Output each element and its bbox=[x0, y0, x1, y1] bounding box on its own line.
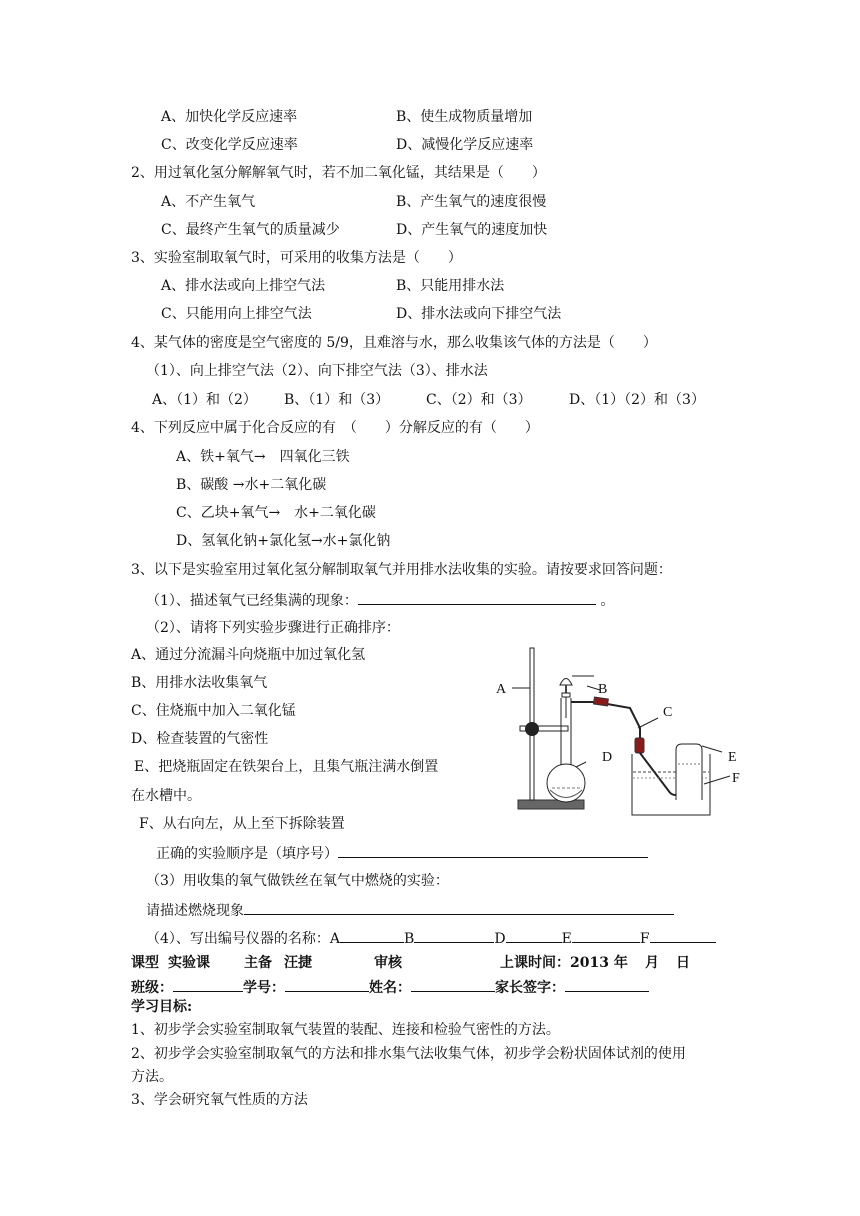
goal-1: 1、初步学会实验室制取氧气装置的装配、连接和检验气密性的方法。 bbox=[131, 1022, 560, 1038]
reaction-d: D、氢氧化钠+氯化氢→水+氯化钠 bbox=[176, 533, 391, 549]
part-2-prompt: （2）、请将下列实验步骤进行正确排序： bbox=[146, 620, 400, 636]
name-field[interactable] bbox=[411, 977, 495, 992]
part-1-prompt: （1）、描述氧气已经集满的现象： bbox=[146, 593, 358, 609]
order-line bbox=[156, 843, 648, 863]
reaction-a: A、铁+氧气→ 四氧化三铁 bbox=[176, 449, 350, 465]
diagram-label-e: E bbox=[728, 750, 737, 765]
day-label: 日 bbox=[676, 955, 690, 971]
part-3-prompt: （3）用收集的氧气做铁丝在氧气中燃烧的实验： bbox=[146, 873, 449, 889]
instrument-b-blank[interactable] bbox=[414, 928, 494, 943]
order-answer-blank[interactable] bbox=[338, 843, 648, 858]
option-c: C、改变化学反应速率 bbox=[161, 137, 298, 153]
option-a: A、不产生氧气 bbox=[161, 194, 256, 210]
option-a: A、排水法或向上排空气法 bbox=[161, 278, 326, 294]
question-3-stem: 3、实验室制取氧气时，可采用的收集方法是（ ） bbox=[131, 250, 462, 266]
question-4b-stem: 4、下列反应中属于化合反应的有 （ ）分解反应的有（ ） bbox=[131, 420, 539, 436]
option-d: D、排水法或向下排空气法 bbox=[396, 306, 562, 322]
parent-signature-label: 家长签字： bbox=[495, 980, 565, 996]
option-d: D、（1）（2）和（3） bbox=[569, 392, 705, 408]
goal-3: 3、学会研究氧气性质的方法 bbox=[131, 1092, 308, 1108]
review-label: 审核 bbox=[374, 955, 402, 971]
option-b: B、（1）和（3） bbox=[284, 392, 390, 408]
step-b: B、用排水法收集氧气 bbox=[131, 675, 268, 691]
student-id-field[interactable] bbox=[285, 977, 369, 992]
part-1 bbox=[146, 590, 614, 610]
oxygen-apparatus-diagram bbox=[490, 640, 750, 820]
diagram-label-f: F bbox=[732, 771, 740, 786]
part-3-line bbox=[146, 900, 674, 920]
learning-goals-title: 学习目标: bbox=[131, 999, 193, 1015]
diagram-label-b: B bbox=[598, 682, 608, 697]
diagram-label-c: C bbox=[663, 705, 673, 720]
option-b: B、使生成物质量增加 bbox=[396, 109, 533, 125]
instrument-label-e: E bbox=[561, 931, 572, 947]
option-c: C、最终产生氧气的质量减少 bbox=[161, 222, 340, 238]
reaction-c: C、乙块+氧气→ 水+二氧化碳 bbox=[176, 505, 376, 521]
goal-2-line2: 方法。 bbox=[131, 1069, 173, 1085]
instrument-label-d: D bbox=[494, 931, 506, 947]
option-b: B、只能用排水法 bbox=[396, 278, 505, 294]
option-c: C、（2）和（3） bbox=[426, 392, 532, 408]
goal-2-line1: 2、初步学会实验室制取氧气的方法和排水集气法收集气体，初步学会粉状固体试剂的使用 bbox=[131, 1046, 686, 1062]
option-a: A、加快化学反应速率 bbox=[161, 109, 298, 125]
reaction-b: B、碳酸 →水+二氧化碳 bbox=[176, 477, 327, 493]
question-4-stem: 4、某气体的密度是空气密度的 5/9，且难溶与水，那么收集该气体的方法是（ ） bbox=[131, 335, 657, 351]
class-label: 班级： bbox=[131, 980, 173, 996]
class-field[interactable] bbox=[173, 977, 243, 992]
step-a: A、通过分流漏斗向烧瓶中加过氧化氢 bbox=[131, 647, 366, 663]
instrument-label-a: A bbox=[329, 931, 341, 947]
step-e-line1: E、把烧瓶固定在铁架台上，且集气瓶注满水倒置 bbox=[134, 759, 439, 775]
instrument-label-f: F bbox=[639, 931, 650, 947]
experiment-question-stem: 3、以下是实验室用过氧化氢分解制取氧气并用排水法收集的实验。请按要求回答问题： bbox=[131, 562, 672, 578]
option-a: A、（1）和（2） bbox=[152, 392, 257, 408]
step-c: C、住烧瓶中加入二氧化锰 bbox=[131, 703, 296, 719]
combustion-answer-blank[interactable] bbox=[244, 900, 674, 915]
instrument-e-blank[interactable] bbox=[572, 928, 640, 943]
order-prompt: 正确的实验顺序是（填序号） bbox=[156, 846, 338, 862]
option-b: B、产生氧气的速度很慢 bbox=[396, 194, 547, 210]
instrument-d-blank[interactable] bbox=[506, 928, 562, 943]
instrument-f-blank[interactable] bbox=[650, 928, 716, 943]
preparer-value: 汪捷 bbox=[284, 955, 312, 971]
part-4-prompt: （4）、写出编号仪器的名称： bbox=[146, 931, 330, 947]
month-label: 月 bbox=[645, 955, 659, 971]
instrument-a-blank[interactable] bbox=[340, 928, 404, 943]
step-d: D、检查装置的气密性 bbox=[131, 731, 269, 747]
name-label: 姓名： bbox=[369, 980, 411, 996]
diagram-label-d: D bbox=[602, 750, 613, 765]
instrument-label-b: B bbox=[404, 931, 415, 947]
collection-methods: （1）、向上排空气法（2）、向下排空气法（3）、排水法 bbox=[146, 363, 488, 379]
preparer-label: 主备 bbox=[244, 955, 272, 971]
option-c: C、只能用向上排空气法 bbox=[161, 306, 312, 322]
step-e-line2: 在水槽中。 bbox=[131, 788, 201, 804]
part-4-line bbox=[146, 928, 716, 948]
diagram-label-a: A bbox=[496, 682, 507, 697]
student-id-label: 学号： bbox=[243, 980, 285, 996]
class-time-label: 上课时间：2013 年 bbox=[500, 955, 628, 971]
part-1-end: 。 bbox=[600, 593, 615, 609]
question-2-stem: 2、用过氧化氢分解解氧气时，若不加二氧化锰，其结果是（ ） bbox=[131, 165, 546, 181]
step-f: F、从右向左，从上至下拆除装置 bbox=[139, 816, 345, 832]
part-3-desc: 请描述燃烧现象 bbox=[146, 903, 244, 919]
student-info-row bbox=[131, 977, 649, 997]
parent-signature-field[interactable] bbox=[565, 977, 649, 992]
lesson-type-value: 实验课 bbox=[168, 955, 210, 971]
option-d: D、产生氧气的速度加快 bbox=[396, 222, 548, 238]
option-d: D、减慢化学反应速率 bbox=[396, 137, 534, 153]
answer-blank[interactable] bbox=[358, 590, 596, 605]
lesson-type-label: 课型 bbox=[131, 955, 159, 971]
